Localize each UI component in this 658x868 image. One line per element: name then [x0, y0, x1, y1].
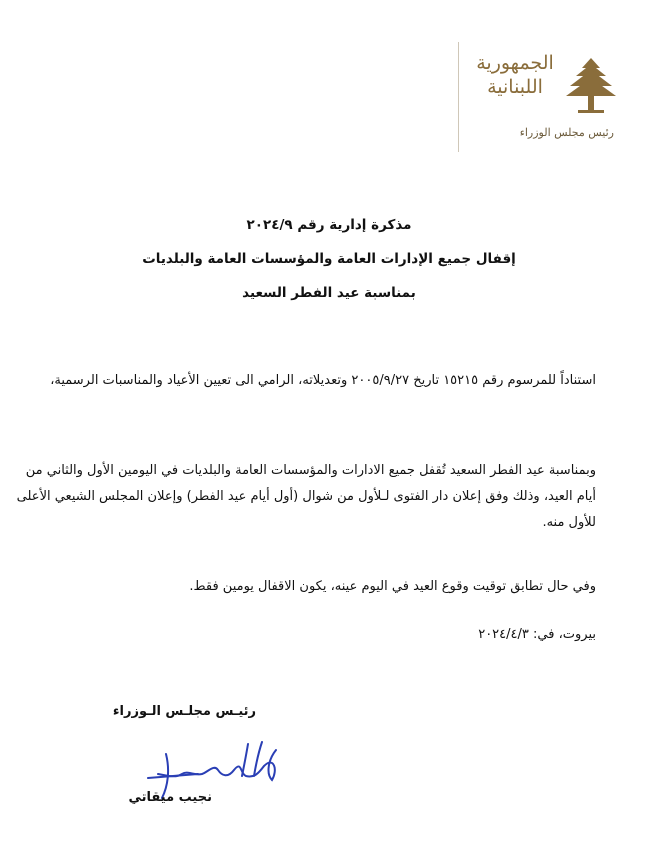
letterhead-republic-line1: الجمهورية — [476, 52, 554, 74]
cedar-icon — [564, 56, 618, 118]
signatory-name: نجيب ميقاتي — [128, 790, 212, 805]
signatory-title: رئيـس مجلـس الـوزراء — [112, 704, 256, 719]
paragraph-condition: وفي حال تطابق توقيت وقوع العيد في اليوم عينه، يكون الاقفال يومين فقط. — [189, 579, 596, 594]
paragraph-decree: استناداً للمرسوم رقم ١٥٢١٥ تاريخ ٢٠٠٥/٩/٢٧ وتعديلاته، الرامي الى تعيين الأعياد والمناسبات الرسمية، — [50, 373, 596, 388]
date-line: بيروت، في: ٢٠٢٤/٤/٣ — [478, 627, 596, 642]
memo-subject-line1: إقفال جميع الإدارات العامة والمؤسسات العامة والبلديات — [142, 251, 516, 267]
paragraph-closure: وبمناسبة عيد الفطر السعيد تُقفل جميع الادارات والمؤسسات العامة والبلديات في اليومين الأول والثاني من أيام العيد، وذلك وفق إعلان دار الفتوى لـلأول من شوال (أول أيام عيد الفطر) وإعلان المجلس الشيعي الأعلى للأول منه. — [16, 463, 596, 530]
memo-number: مذكرة إدارية رقم ٢٠٢٤/٩ — [246, 217, 412, 233]
memo-header — [0, 208, 658, 310]
letterhead-office: رئيس مجلس الوزراء — [519, 126, 614, 139]
letterhead-divider — [458, 42, 459, 152]
letterhead — [458, 42, 618, 152]
memo-subject-line2: بمناسبة عيد الفطر السعيد — [242, 285, 416, 301]
letterhead-republic-line2: اللبنانية — [487, 76, 543, 98]
